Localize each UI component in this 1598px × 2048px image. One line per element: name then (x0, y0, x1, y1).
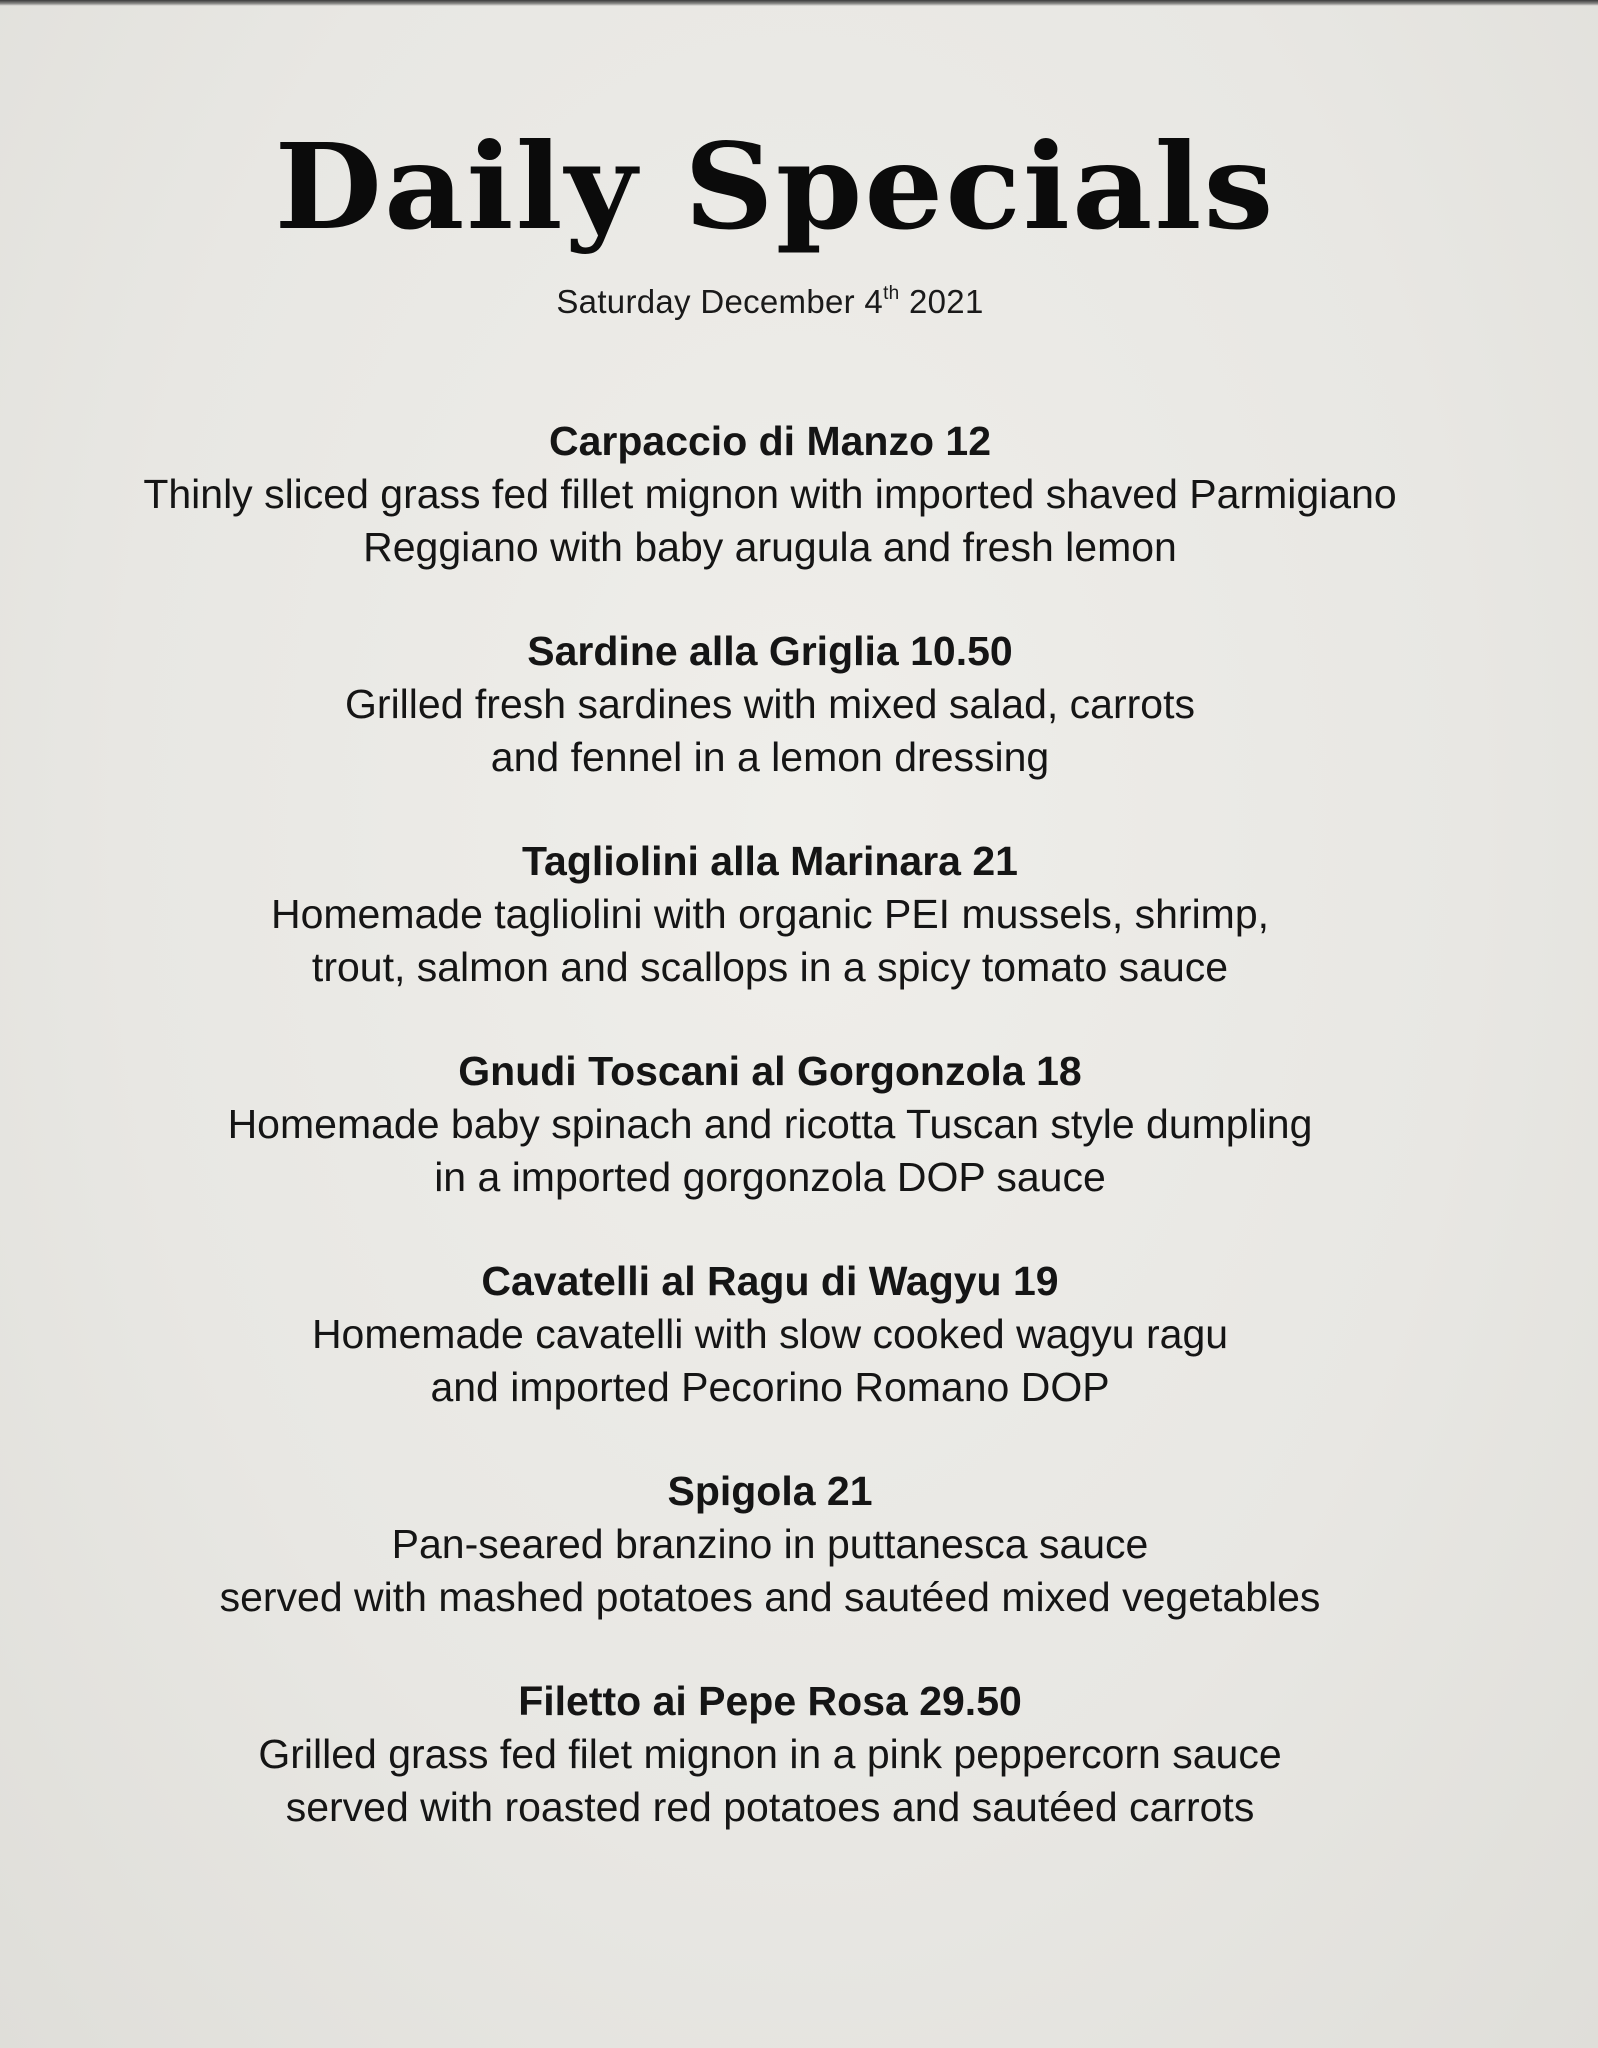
item-name: Tagliolini alla Marinara 21 (522, 838, 1018, 884)
menu-item (0, 1254, 1540, 1414)
specials-list (0, 414, 1540, 1884)
item-description-line: Reggiano with baby arugula and fresh lemon (363, 524, 1177, 570)
item-description-line: in a imported gorgonzola DOP sauce (434, 1154, 1106, 1200)
menu-item (0, 624, 1540, 784)
menu-item (0, 1044, 1540, 1204)
item-description-line: Homemade tagliolini with organic PEI mussels, shrimp, (270, 891, 1270, 937)
menu-date (0, 283, 1540, 321)
item-description-line: served with mashed potatoes and sautéed mixed vegetables (219, 1574, 1321, 1620)
item-description-line: and fennel in a lemon dressing (490, 734, 1050, 780)
menu-item (0, 1464, 1540, 1624)
item-name: Sardine alla Griglia 10.50 (527, 628, 1013, 674)
item-name: Cavatelli al Ragu di Wagyu 19 (481, 1258, 1059, 1304)
date-ordinal: th (883, 283, 900, 304)
date-year: 2021 (899, 283, 984, 320)
date-text: Saturday December 4 (556, 283, 884, 320)
menu-title: Daily Specials (274, 117, 1276, 256)
menu-item (0, 1674, 1540, 1834)
item-description-line: Homemade cavatelli with slow cooked wagyu ragu (311, 1311, 1229, 1357)
item-name: Spigola 21 (667, 1468, 873, 1514)
item-description-line: and imported Pecorino Romano DOP (430, 1364, 1110, 1410)
item-description-line: Thinly sliced grass fed fillet mignon with imported shaved Parmigiano (143, 471, 1397, 517)
menu-item (0, 414, 1540, 574)
paper-top-edge (0, 0, 1598, 6)
item-description-line: Grilled fresh sardines with mixed salad, carrots (345, 681, 1195, 727)
item-description-line: served with roasted red potatoes and sautéed carrots (285, 1784, 1255, 1830)
item-description-line: Pan-seared branzino in puttanesca sauce (391, 1521, 1149, 1567)
menu-item (0, 834, 1540, 994)
item-name: Gnudi Toscani al Gorgonzola 18 (458, 1048, 1082, 1094)
item-name: Filetto ai Pepe Rosa 29.50 (518, 1678, 1022, 1724)
item-description-line: trout, salmon and scallops in a spicy tomato sauce (311, 944, 1229, 990)
item-description-line: Grilled grass fed filet mignon in a pink peppercorn sauce (258, 1731, 1282, 1777)
item-description-line: Homemade baby spinach and ricotta Tuscan style dumpling (227, 1101, 1313, 1147)
item-name: Carpaccio di Manzo 12 (548, 418, 991, 464)
